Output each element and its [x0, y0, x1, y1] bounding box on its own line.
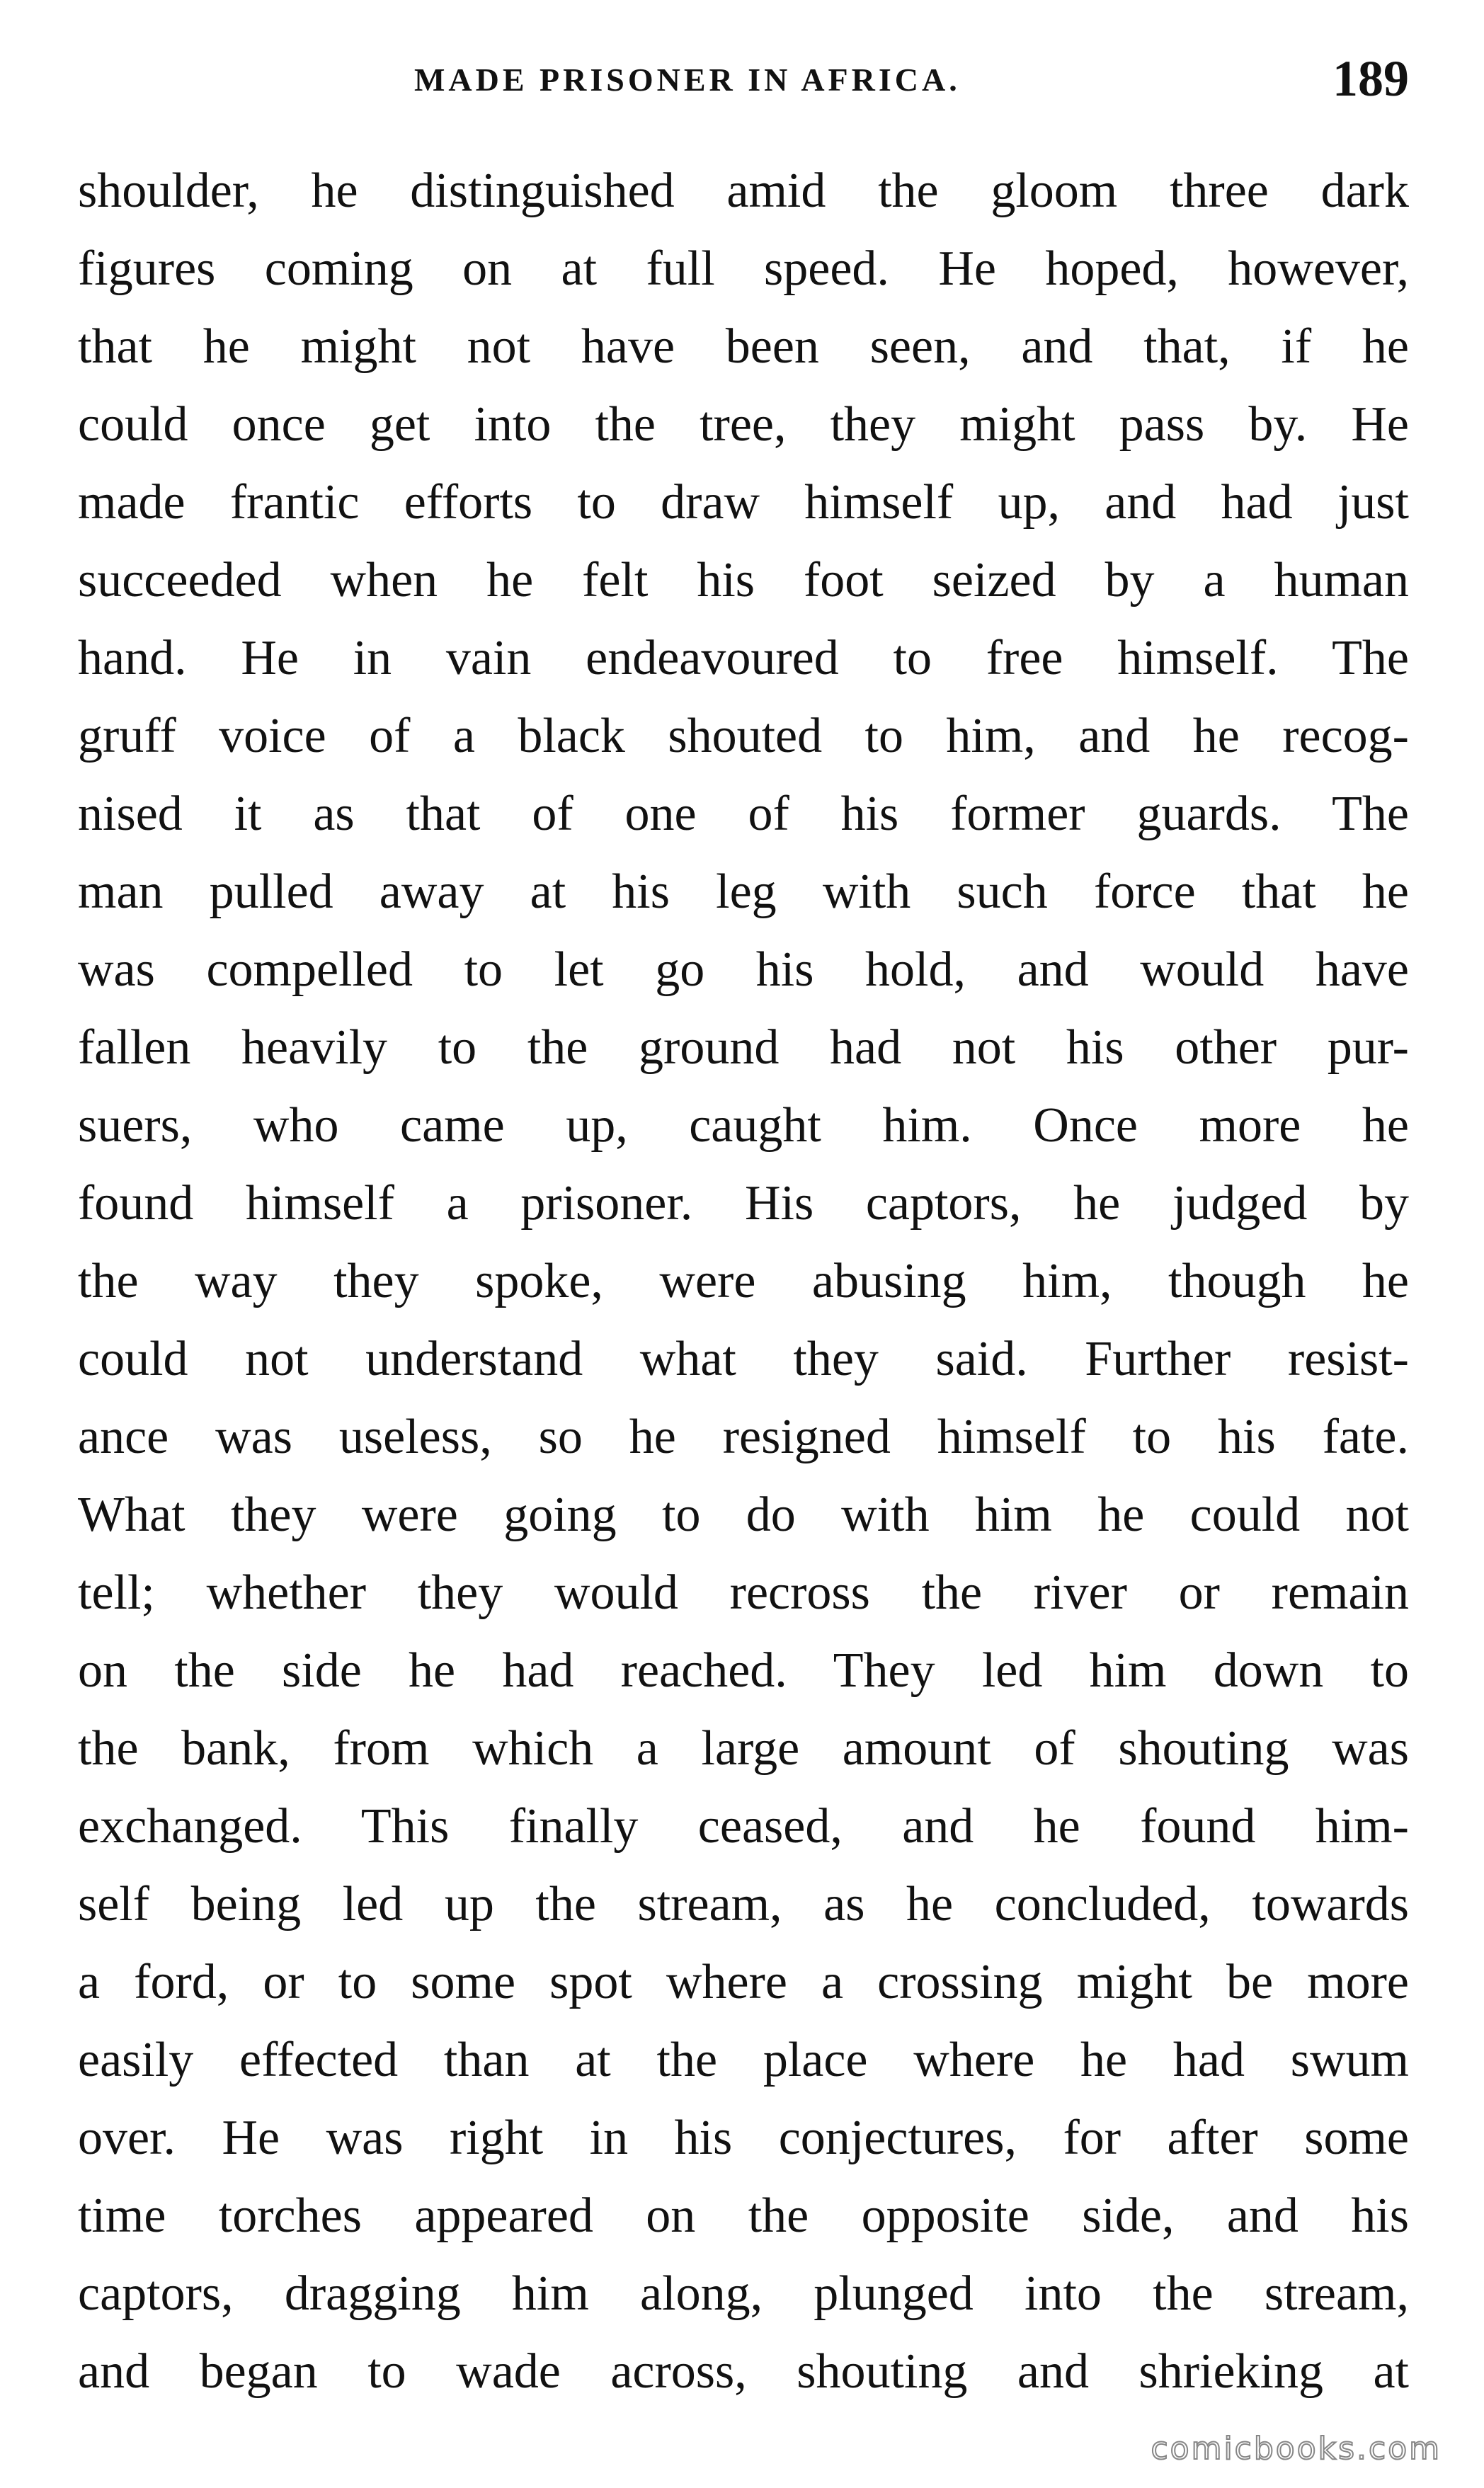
text-line: could not understand what they said. Further resist- — [78, 1332, 1409, 1386]
text-line: the way they spoke, were abusing him, though he — [78, 1254, 1409, 1308]
text-line: time torches appeared on the opposite side, and his — [78, 2189, 1409, 2243]
text-line: over. He was right in his conjectures, for after some — [78, 2111, 1409, 2165]
text-line: exchanged. This finally ceased, and he found him- — [78, 1799, 1409, 1854]
text-line: the bank, from which a large amount of shouting was — [78, 1721, 1409, 1776]
text-line: fallen heavily to the ground had not his other pur- — [78, 1020, 1409, 1075]
watermark: comicbooks.com — [1151, 2431, 1442, 2467]
text-line: figures coming on at full speed. He hoped, however, — [78, 241, 1409, 296]
text-line: gruff voice of a black shouted to him, and he recog- — [78, 709, 1409, 763]
text-line: made frantic efforts to draw himself up, and had just — [78, 475, 1409, 530]
text-line: that he might not have been seen, and that, if he — [78, 319, 1409, 374]
text-line: could once get into the tree, they might pass by. He — [78, 397, 1409, 452]
text-line: on the side he had reached. They led him down to — [78, 1643, 1409, 1698]
text-line: captors, dragging him along, plunged into the stream, — [78, 2266, 1409, 2321]
text-line: succeeded when he felt his foot seized by a human — [78, 553, 1409, 607]
running-head — [78, 50, 1409, 113]
body-text — [78, 152, 1409, 2411]
text-line: easily effected than at the place where he had swum — [78, 2033, 1409, 2087]
text-line: self being led up the stream, as he concluded, towards — [78, 1877, 1409, 1931]
text-line: tell; whether they would recross the river or remain — [78, 1565, 1409, 1620]
page-number: 189 — [1332, 50, 1409, 107]
text-line: was compelled to let go his hold, and would have — [78, 942, 1409, 997]
text-line: ance was useless, so he resigned himself to his fate. — [78, 1410, 1409, 1464]
text-line: a ford, or to some spot where a crossing might be more — [78, 1955, 1409, 2009]
text-line: suers, who came up, caught him. Once more he — [78, 1098, 1409, 1153]
text-line: man pulled away at his leg with such force that he — [78, 864, 1409, 919]
text-line: nised it as that of one of his former guards. The — [78, 787, 1409, 841]
text-line: shoulder, he distinguished amid the gloom three dark — [78, 164, 1409, 218]
text-line: What they were going to do with him he could not — [78, 1488, 1409, 1542]
text-line: found himself a prisoner. His captors, he judged by — [78, 1176, 1409, 1231]
text-line: hand. He in vain endeavoured to free himself. The — [78, 631, 1409, 685]
running-title: MADE PRISONER IN AFRICA. — [414, 62, 961, 98]
text-line: and began to wade across, shouting and shrieking at — [78, 2344, 1409, 2399]
